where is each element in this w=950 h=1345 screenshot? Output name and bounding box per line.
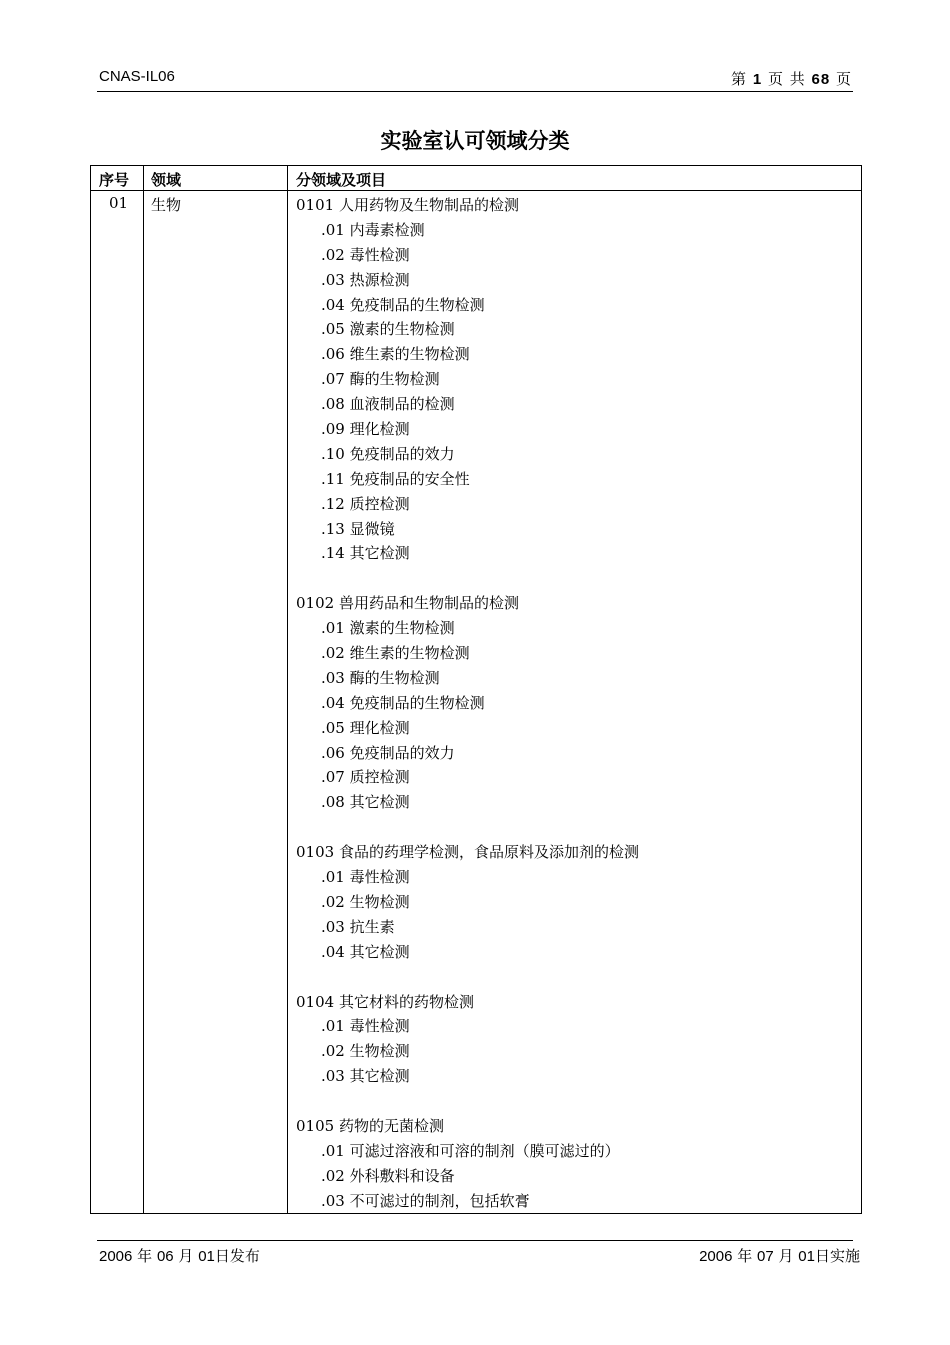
issue-month-unit: 月 bbox=[178, 1247, 194, 1265]
subfield-item: .07 酶的生物检测 bbox=[321, 370, 440, 389]
page-mid: 页 共 bbox=[767, 70, 806, 88]
impl-day: 01 bbox=[798, 1248, 815, 1265]
subfield-item: .03 抗生素 bbox=[321, 917, 395, 936]
subfield-item: .04 其它检测 bbox=[321, 942, 410, 961]
issue-year: 2006 bbox=[99, 1248, 133, 1265]
subfield-item: .03 其它检测 bbox=[321, 1067, 410, 1086]
impl-month: 07 bbox=[757, 1248, 774, 1265]
group-spacer bbox=[296, 1089, 639, 1114]
subfield-heading: 0101 人用药物及生物制品的检测 bbox=[296, 196, 519, 214]
subfield-item: .05 理化检测 bbox=[321, 718, 410, 737]
page-suffix: 页 bbox=[835, 70, 852, 88]
impl-suffix: 日实施 bbox=[814, 1247, 860, 1265]
issue-year-unit: 年 bbox=[137, 1247, 153, 1265]
subfield-item: .02 生物检测 bbox=[321, 892, 410, 911]
subfield-item: .08 其它检测 bbox=[321, 793, 410, 812]
page-title: 实验室认可领域分类 bbox=[380, 129, 570, 153]
issue-date bbox=[99, 1245, 260, 1266]
classification-table bbox=[90, 165, 862, 1214]
column-divider bbox=[143, 166, 144, 1213]
subfield-item: .03 酶的生物检测 bbox=[321, 668, 440, 687]
row-seq: 01 bbox=[109, 194, 129, 212]
issue-day: 01 bbox=[198, 1248, 215, 1265]
subfield-item: .01 可滤过溶液和可溶的制剂（膜可滤过的） bbox=[321, 1141, 620, 1160]
group-spacer bbox=[296, 965, 639, 990]
subfield-item: .09 理化检测 bbox=[321, 420, 410, 439]
group-spacer bbox=[296, 815, 639, 840]
subfield-item: .12 质控检测 bbox=[321, 494, 410, 513]
impl-year-unit: 年 bbox=[737, 1247, 753, 1265]
column-header-subfield: 分领域及项目 bbox=[296, 171, 387, 189]
subfield-item: .02 维生素的生物检测 bbox=[321, 644, 470, 663]
subfield-item: .01 毒性检测 bbox=[321, 1017, 410, 1036]
page-indicator bbox=[731, 68, 852, 89]
subfield-item: .06 免疫制品的效力 bbox=[321, 743, 455, 762]
subfield-item: .13 显微镜 bbox=[321, 519, 395, 538]
subfield-item: .02 毒性检测 bbox=[321, 245, 410, 264]
subfield-item: .04 免疫制品的生物检测 bbox=[321, 295, 485, 314]
subfield-item: .03 不可滤过的制剂，包括软膏 bbox=[321, 1191, 530, 1210]
subfield-item: .10 免疫制品的效力 bbox=[321, 444, 455, 463]
header-row-divider bbox=[91, 190, 861, 191]
subfield-heading: 0104 其它材料的药物检测 bbox=[296, 992, 474, 1011]
subfield-item: .03 热源检测 bbox=[321, 270, 410, 289]
row-field: 生物 bbox=[151, 196, 182, 214]
subfield-item: .01 激素的生物检测 bbox=[321, 619, 455, 638]
subfield-list bbox=[296, 193, 639, 1214]
subfield-item: .08 血液制品的检测 bbox=[321, 395, 455, 414]
issue-suffix: 日发布 bbox=[214, 1247, 260, 1265]
issue-month: 06 bbox=[156, 1248, 174, 1265]
subfield-item: .05 激素的生物检测 bbox=[321, 320, 455, 339]
subfield-item: .14 其它检测 bbox=[321, 544, 410, 563]
subfield-item: .11 免疫制品的安全性 bbox=[321, 469, 470, 488]
subfield-item: .06 维生素的生物检测 bbox=[321, 345, 470, 364]
subfield-item: .04 免疫制品的生物检测 bbox=[321, 693, 485, 712]
subfield-heading: 0103 食品的药理学检测，食品原料及添加剂的检测 bbox=[296, 843, 639, 862]
column-header-field: 领域 bbox=[151, 171, 182, 189]
subfield-item: .02 外科敷料和设备 bbox=[321, 1166, 455, 1185]
subfield-item: .02 生物检测 bbox=[321, 1042, 410, 1061]
subfield-heading: 0105 药物的无菌检测 bbox=[296, 1116, 444, 1135]
page-prefix: 第 bbox=[731, 70, 748, 88]
document-code: CNAS-IL06 bbox=[99, 68, 175, 85]
group-spacer bbox=[296, 566, 639, 591]
subfield-item: .01 毒性检测 bbox=[321, 868, 410, 887]
subfield-item: .01 内毒素检测 bbox=[321, 220, 425, 239]
page-total: 68 bbox=[811, 71, 831, 88]
header-divider bbox=[97, 91, 853, 92]
column-divider bbox=[287, 166, 288, 1213]
column-header-seq: 序号 bbox=[99, 171, 130, 189]
footer-divider bbox=[97, 1240, 853, 1241]
implementation-date bbox=[699, 1245, 860, 1266]
subfield-heading: 0102 兽用药品和生物制品的检测 bbox=[296, 594, 519, 613]
subfield-item: .07 质控检测 bbox=[321, 768, 410, 787]
page-number: 1 bbox=[752, 71, 763, 88]
impl-month-unit: 月 bbox=[778, 1247, 794, 1265]
impl-year: 2006 bbox=[699, 1248, 733, 1265]
